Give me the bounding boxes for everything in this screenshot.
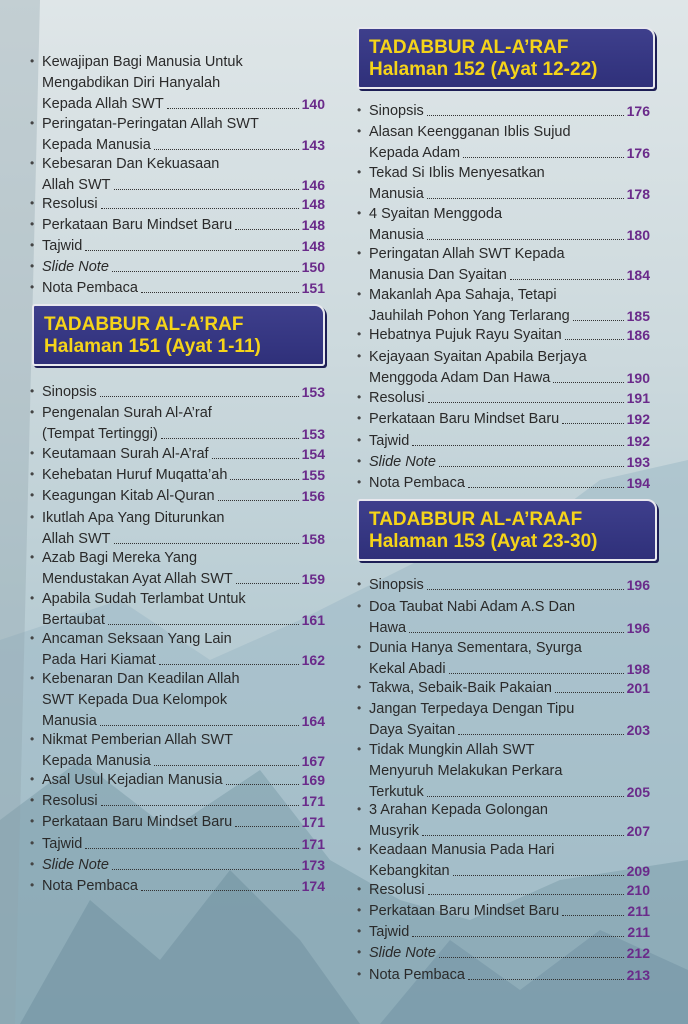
entry-title: (Tempat Tertinggi) — [42, 426, 158, 442]
entry-title: Perkataan Baru Mindset Baru — [369, 411, 560, 427]
page-number: 150 — [301, 259, 325, 275]
bullet-icon: • — [357, 475, 362, 489]
entry-line: Doa Taubat Nabi Adam A.S Dan — [369, 599, 576, 615]
bullet-icon: • — [30, 280, 35, 294]
entry-title: Kepada Allah SWT — [42, 96, 164, 112]
page-number: 193 — [626, 454, 650, 470]
entry-title: Musyrik — [369, 823, 419, 839]
section-header — [357, 27, 655, 89]
dot-leader — [468, 473, 624, 488]
page-number: 211 — [627, 924, 650, 940]
page-number: 196 — [626, 577, 650, 593]
page-number: 148 — [301, 238, 325, 254]
entry-title: Resolusi — [369, 882, 425, 898]
page-number: 192 — [626, 411, 650, 427]
page-number: 176 — [626, 103, 650, 119]
entry-line: Jangan Terpedaya Dengan Tipu — [369, 701, 575, 717]
entry-title: Tajwid — [42, 836, 83, 852]
entry-line: Kebesaran Dan Kekuasaan — [42, 156, 220, 172]
dot-leader — [427, 782, 624, 797]
page-number: 171 — [301, 836, 325, 852]
entry-title: Terkutuk — [369, 784, 424, 800]
dot-leader — [427, 101, 624, 116]
entry-title: Sinopsis — [369, 577, 424, 593]
entry-title: Manusia Dan Syaitan — [369, 267, 507, 283]
entry-line: Tekad Si Iblis Menyesatkan — [369, 165, 545, 181]
bullet-icon: • — [357, 842, 362, 856]
entry-title: Allah SWT — [42, 177, 111, 193]
dot-leader — [114, 175, 299, 190]
bullet-icon: • — [357, 945, 362, 959]
dot-leader — [428, 880, 624, 895]
entry-line: 4 Syaitan Menggoda — [369, 206, 503, 222]
bullet-icon: • — [30, 631, 35, 645]
dot-leader — [212, 444, 299, 459]
section-subtitle: Halaman 151 (Ayat 1-11) — [44, 336, 261, 357]
page-number: 207 — [626, 823, 650, 839]
entry-title: Keutamaan Surah Al-A’raf — [42, 446, 209, 462]
bullet-icon: • — [357, 924, 362, 938]
page-number: 196 — [626, 620, 650, 636]
page-number: 174 — [301, 878, 325, 894]
entry-title: Nota Pembaca — [369, 967, 465, 983]
dot-leader — [218, 486, 299, 501]
page-number: 153 — [301, 426, 325, 442]
page-number: 148 — [301, 196, 325, 212]
dot-leader — [428, 388, 624, 403]
bullet-icon: • — [30, 156, 35, 170]
entry-line: Dunia Hanya Sementara, Syurga — [369, 640, 582, 656]
dot-leader — [463, 143, 624, 158]
entry-line: Kebenaran Dan Keadilan Allah — [42, 671, 240, 687]
page-number: 198 — [626, 661, 650, 677]
entry-title: Takwa, Sebaik-Baik Pakaian — [369, 680, 552, 696]
entry-title: Resolusi — [42, 196, 98, 212]
page-number: 191 — [626, 390, 650, 406]
section-subtitle: Halaman 152 (Ayat 12-22) — [369, 59, 598, 80]
entry-line: Tidak Mungkin Allah SWT — [369, 742, 535, 758]
bullet-icon: • — [30, 116, 35, 130]
bullet-icon: • — [30, 54, 35, 68]
bullet-icon: • — [357, 680, 362, 694]
page-number: 143 — [301, 137, 325, 153]
bullet-icon: • — [30, 217, 35, 231]
page-number: 194 — [626, 475, 650, 491]
bullet-icon: • — [357, 701, 362, 715]
page-number: 164 — [301, 713, 325, 729]
bullet-icon: • — [30, 671, 35, 685]
entry-title: Daya Syaitan — [369, 722, 456, 738]
bullet-icon: • — [357, 287, 362, 301]
bullet-icon: • — [357, 882, 362, 896]
dot-leader — [161, 424, 299, 439]
entry-line: Pengenalan Surah Al-A’raf — [42, 405, 212, 421]
entry-line: Kejayaan Syaitan Apabila Berjaya — [369, 349, 587, 365]
dot-leader — [230, 465, 298, 480]
bullet-icon: • — [30, 857, 35, 871]
page-number: 192 — [626, 433, 650, 449]
page-number: 212 — [626, 945, 650, 961]
page-number: 140 — [301, 96, 325, 112]
entry-title: Resolusi — [42, 793, 98, 809]
entry-title: Hebatnya Pujuk Rayu Syaitan — [369, 327, 562, 343]
entry-title: Kepada Adam — [369, 145, 461, 161]
dot-leader — [439, 452, 624, 467]
entry-line: Alasan Keengganan Iblis Sujud — [369, 124, 571, 140]
entry-title: Menggoda Adam Dan Hawa — [369, 370, 551, 386]
dot-leader — [453, 861, 624, 876]
dot-leader — [100, 711, 299, 726]
section-title: TADABBUR AL-A’RAF — [369, 37, 569, 58]
bullet-icon: • — [30, 405, 35, 419]
bullet-icon: • — [30, 732, 35, 746]
dot-leader — [553, 368, 623, 383]
bullet-icon: • — [30, 772, 35, 786]
dot-leader — [235, 812, 298, 827]
dot-leader — [439, 943, 624, 958]
dot-leader — [226, 770, 299, 785]
entry-title: Tajwid — [369, 924, 410, 940]
dot-leader — [114, 529, 299, 544]
section-title: TADABBUR AL-A’RAF — [44, 314, 244, 335]
entry-line: Menyuruh Melakukan Perkara — [369, 763, 563, 779]
page-number: 203 — [626, 722, 650, 738]
entry-title: Nota Pembaca — [42, 878, 138, 894]
entry-line: Ikutlah Apa Yang Diturunkan — [42, 510, 225, 526]
entry-title: Perkataan Baru Mindset Baru — [42, 217, 233, 233]
entry-line: Mengabdikan Diri Hanyalah — [42, 75, 221, 91]
bullet-icon: • — [357, 599, 362, 613]
dot-leader — [565, 325, 624, 340]
entry-title: Slide Note — [369, 454, 436, 470]
entry-line: Azab Bagi Mereka Yang — [42, 550, 198, 566]
dot-leader — [85, 834, 298, 849]
section-header — [357, 499, 657, 561]
bullet-icon: • — [30, 793, 35, 807]
page-number: 210 — [626, 882, 650, 898]
entry-title: Sinopsis — [369, 103, 424, 119]
dot-leader — [101, 791, 299, 806]
page-number: 171 — [301, 814, 325, 830]
bullet-icon: • — [357, 124, 362, 138]
entry-title: Perkataan Baru Mindset Baru — [42, 814, 233, 830]
page-number: 209 — [626, 863, 650, 879]
dot-leader — [458, 720, 623, 735]
dot-leader — [154, 135, 299, 150]
bullet-icon: • — [30, 836, 35, 850]
entry-title: Nota Pembaca — [42, 280, 138, 296]
entry-title: Perkataan Baru Mindset Baru — [369, 903, 560, 919]
page-number: 156 — [301, 488, 325, 504]
entry-title: Kepada Manusia — [42, 753, 151, 769]
bullet-icon: • — [357, 802, 362, 816]
entry-title: Kebangkitan — [369, 863, 450, 879]
entry-title: Mendustakan Ayat Allah SWT — [42, 571, 233, 587]
dot-leader — [112, 855, 299, 870]
page-number: 201 — [626, 680, 650, 696]
dot-leader — [108, 610, 299, 625]
dot-leader — [562, 409, 623, 424]
page-number: 159 — [301, 571, 325, 587]
page-number: 169 — [301, 772, 325, 788]
dot-leader — [422, 821, 624, 836]
entry-line: Kewajipan Bagi Manusia Untuk — [42, 54, 243, 70]
bullet-icon: • — [357, 327, 362, 341]
entry-line: Apabila Sudah Terlambat Untuk — [42, 591, 246, 607]
entry-title: Pada Hari Kiamat — [42, 652, 156, 668]
entry-title: Keagungan Kitab Al-Quran — [42, 488, 215, 504]
entry-title: Kekal Abadi — [369, 661, 446, 677]
page-number: 213 — [626, 967, 650, 983]
bullet-icon: • — [30, 196, 35, 210]
entry-title: Slide Note — [42, 259, 109, 275]
page-number: 161 — [301, 612, 325, 628]
dot-leader — [427, 184, 624, 199]
bullet-icon: • — [30, 259, 35, 273]
bullet-icon: • — [30, 467, 35, 481]
dot-leader — [167, 94, 299, 109]
entry-title: Slide Note — [369, 945, 436, 961]
bullet-icon: • — [357, 640, 362, 654]
entry-title: Nota Pembaca — [369, 475, 465, 491]
bullet-icon: • — [30, 238, 35, 252]
bullet-icon: • — [357, 433, 362, 447]
page-number: 155 — [301, 467, 325, 483]
bullet-icon: • — [357, 411, 362, 425]
page-number: 148 — [301, 217, 325, 233]
bullet-icon: • — [357, 390, 362, 404]
page-number: 171 — [301, 793, 325, 809]
dot-leader — [85, 236, 298, 251]
bullet-icon: • — [357, 349, 362, 363]
bullet-icon: • — [30, 446, 35, 460]
page-number: 178 — [626, 186, 650, 202]
bullet-icon: • — [30, 591, 35, 605]
entry-line: 3 Arahan Kepada Golongan — [369, 802, 548, 818]
dot-leader — [141, 278, 299, 293]
page-number: 184 — [626, 267, 650, 283]
dot-leader — [412, 922, 624, 937]
bullet-icon: • — [30, 550, 35, 564]
bullet-icon: • — [357, 454, 362, 468]
bullet-icon: • — [357, 903, 362, 917]
page-number: 176 — [626, 145, 650, 161]
dot-leader — [427, 575, 624, 590]
dot-leader — [562, 901, 624, 916]
bullet-icon: • — [30, 488, 35, 502]
dot-leader — [101, 194, 299, 209]
dot-leader — [449, 659, 624, 674]
dot-leader — [235, 215, 298, 230]
dot-leader — [154, 751, 299, 766]
bullet-icon: • — [357, 742, 362, 756]
page-number: 162 — [301, 652, 325, 668]
section-title: TADABBUR AL-A’RAAF — [369, 509, 583, 530]
entry-title: Sinopsis — [42, 384, 97, 400]
entry-line: Makanlah Apa Sahaja, Tetapi — [369, 287, 557, 303]
dot-leader — [112, 257, 299, 272]
page-number: 190 — [626, 370, 650, 386]
entry-title: Allah SWT — [42, 531, 111, 547]
entry-title: Manusia — [42, 713, 97, 729]
entry-title: Jauhilah Pohon Yang Terlarang — [369, 308, 570, 324]
entry-line: Keadaan Manusia Pada Hari — [369, 842, 555, 858]
bullet-icon: • — [30, 384, 35, 398]
bullet-icon: • — [357, 246, 362, 260]
bullet-icon: • — [357, 103, 362, 117]
entry-line: Nikmat Pemberian Allah SWT — [42, 732, 233, 748]
bullet-icon: • — [357, 577, 362, 591]
entry-line: Ancaman Seksaan Yang Lain — [42, 631, 232, 647]
bullet-icon: • — [357, 165, 362, 179]
dot-leader — [409, 618, 624, 633]
dot-leader — [468, 965, 624, 980]
bullet-icon: • — [357, 206, 362, 220]
bullet-icon: • — [357, 967, 362, 981]
page-number: 173 — [301, 857, 325, 873]
entry-title: Tajwid — [369, 433, 410, 449]
entry-title: Kehebatan Huruf Muqatta’ah — [42, 467, 228, 483]
dot-leader — [159, 650, 299, 665]
page-number: 158 — [301, 531, 325, 547]
dot-leader — [555, 678, 624, 693]
bullet-icon: • — [30, 878, 35, 892]
dot-leader — [510, 265, 624, 280]
page-number: 185 — [626, 308, 650, 324]
page-number: 146 — [301, 177, 325, 193]
entry-line: SWT Kepada Dua Kelompok — [42, 692, 228, 708]
page-number: 151 — [301, 280, 325, 296]
section-subtitle: Halaman 153 (Ayat 23-30) — [369, 531, 598, 552]
dot-leader — [412, 431, 623, 446]
bullet-icon: • — [30, 510, 35, 524]
page-number: 154 — [301, 446, 325, 462]
entry-title: Hawa — [369, 620, 407, 636]
entry-title: Tajwid — [42, 238, 83, 254]
page-number: 186 — [626, 327, 650, 343]
page-number: 167 — [301, 753, 325, 769]
entry-title: Kepada Manusia — [42, 137, 151, 153]
page-number: 205 — [626, 784, 650, 800]
entry-title: Asal Usul Kejadian Manusia — [42, 772, 223, 788]
page-number: 153 — [301, 384, 325, 400]
entry-title: Manusia — [369, 186, 424, 202]
entry-line: Peringatan-Peringatan Allah SWT — [42, 116, 259, 132]
entry-title: Manusia — [369, 227, 424, 243]
entry-line: Peringatan Allah SWT Kepada — [369, 246, 565, 262]
dot-leader — [100, 382, 299, 397]
page-number: 211 — [627, 903, 650, 919]
bullet-icon: • — [30, 814, 35, 828]
entry-title: Resolusi — [369, 390, 425, 406]
entry-title: Bertaubat — [42, 612, 105, 628]
dot-leader — [141, 876, 299, 891]
dot-leader — [236, 569, 299, 584]
dot-leader — [573, 306, 624, 321]
entry-title: Slide Note — [42, 857, 109, 873]
page-number: 180 — [626, 227, 650, 243]
section-header — [32, 304, 325, 366]
dot-leader — [427, 225, 624, 240]
